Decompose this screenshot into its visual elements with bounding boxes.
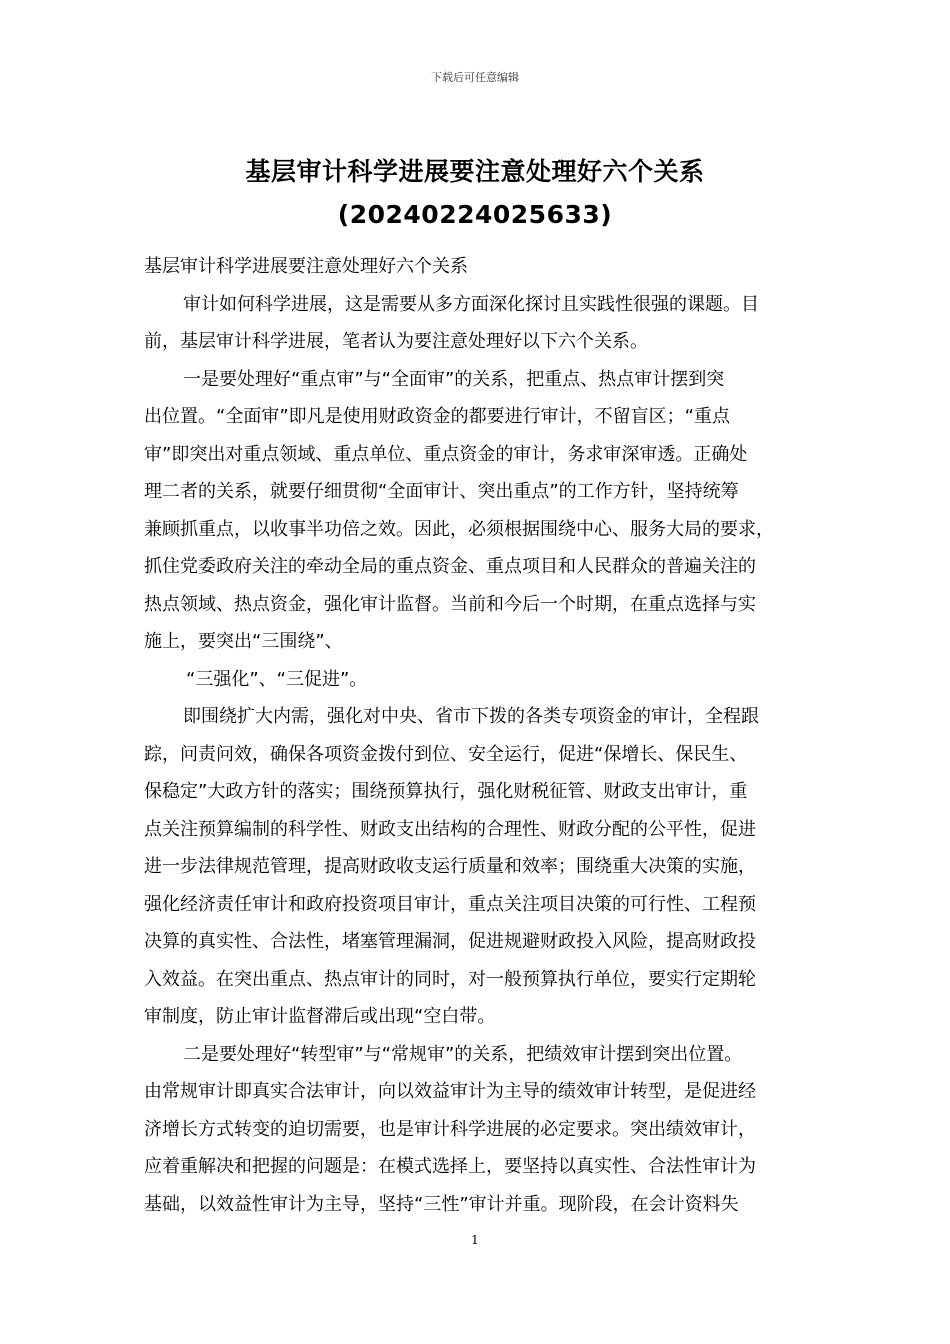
body-line: 二是要处理好“转型审”与“常规审”的关系，把绩效审计摆到突出位置。 (183, 1043, 743, 1065)
body-line: 一是要处理好“重点审”与“全面审”的关系，把重点、热点审计摆到突 (183, 368, 725, 390)
body-line: 由常规审计即真实合法审计，向以效益审计为主导的绩效审计转型，是促进经 (144, 1081, 756, 1102)
body-line: 基层审计科学进展要注意处理好六个关系 (144, 256, 468, 277)
document-title-line-1: 基层审计科学进展要注意处理好六个关系 (245, 157, 705, 186)
body-line: 进一步法律规范管理，提高财政收支运行质量和效率；围绕重大决策的实施， (144, 856, 756, 877)
body-line: 点关注预算编制的科学性、财政支出结构的合理性、财政分配的公平性，促进 (144, 818, 756, 840)
body-line: 兼顾抓重点，以收事半功倍之效。因此，必须根据围绕中心、服务大局的要求， (144, 518, 774, 540)
body-line: 济增长方式转变的迫切需要，也是审计科学进展的必定要求。突出绩效审计， (144, 1118, 756, 1140)
body-line: 保稳定”大政方针的落实；围绕预算执行，强化财税征管、财政支出审计，重 (144, 781, 748, 802)
body-line: 前，基层审计科学进展，笔者认为要注意处理好以下六个关系。 (144, 331, 648, 352)
body-line: 审计如何科学进展，这是需要从多方面深化探讨且实践性很强的课题。目 (183, 293, 759, 315)
body-line: 理二者的关系，就要仔细贯彻“全面审计、突出重点”的工作方针，坚持统筹 (144, 481, 739, 502)
body-line: 热点领域、热点资金，强化审计监督。当前和今后一个时期，在重点选择与实 (144, 593, 756, 615)
body-line: 踪，问责问效，确保各项资金拨付到位、安全运行，促进“保增长、保民生、 (144, 743, 748, 765)
header-note: 下载后可任意编辑 (431, 71, 519, 84)
page-number: 1 (471, 1233, 479, 1247)
body-line: 抓住党委政府关注的牵动全局的重点资金、重点项目和人民群众的普遍关注的 (144, 556, 756, 577)
document-title-line-2: (20240224025633) (337, 200, 613, 229)
document-body (144, 248, 806, 1223)
body-line: 基础，以效益性审计为主导，坚持“三性”审计并重。现阶段，在会计资料失 (144, 1193, 739, 1215)
body-line: 即围绕扩大内需，强化对中央、省市下拨的各类专项资金的审计，全程跟 (183, 706, 759, 727)
body-line: 审制度，防止审计监督滞后或出现“空白带。 (144, 1006, 496, 1027)
body-line: “三强化”、“三促进”。 (186, 668, 368, 690)
body-line: 应着重解决和把握的问题是：在模式选择上，要坚持以真实性、合法性审计为 (144, 1156, 756, 1177)
body-line: 施上，要突出“三围绕”、 (144, 631, 343, 652)
body-line: 审”即突出对重点领域、重点单位、重点资金的审计，务求审深审透。正确处 (144, 443, 748, 465)
body-line: 入效益。在突出重点、热点审计的同时，对一般预算执行单位，要实行定期轮 (144, 968, 756, 990)
body-line: 强化经济责任审计和政府投资项目审计，重点关注项目决策的可行性、工程预 (144, 893, 756, 915)
body-line: 出位置。“全面审”即凡是使用财政资金的都要进行审计，不留盲区；“重点 (144, 406, 730, 427)
body-line: 决算的真实性、合法性，堵塞管理漏洞，促进规避财政投入风险，提高财政投 (144, 931, 756, 952)
